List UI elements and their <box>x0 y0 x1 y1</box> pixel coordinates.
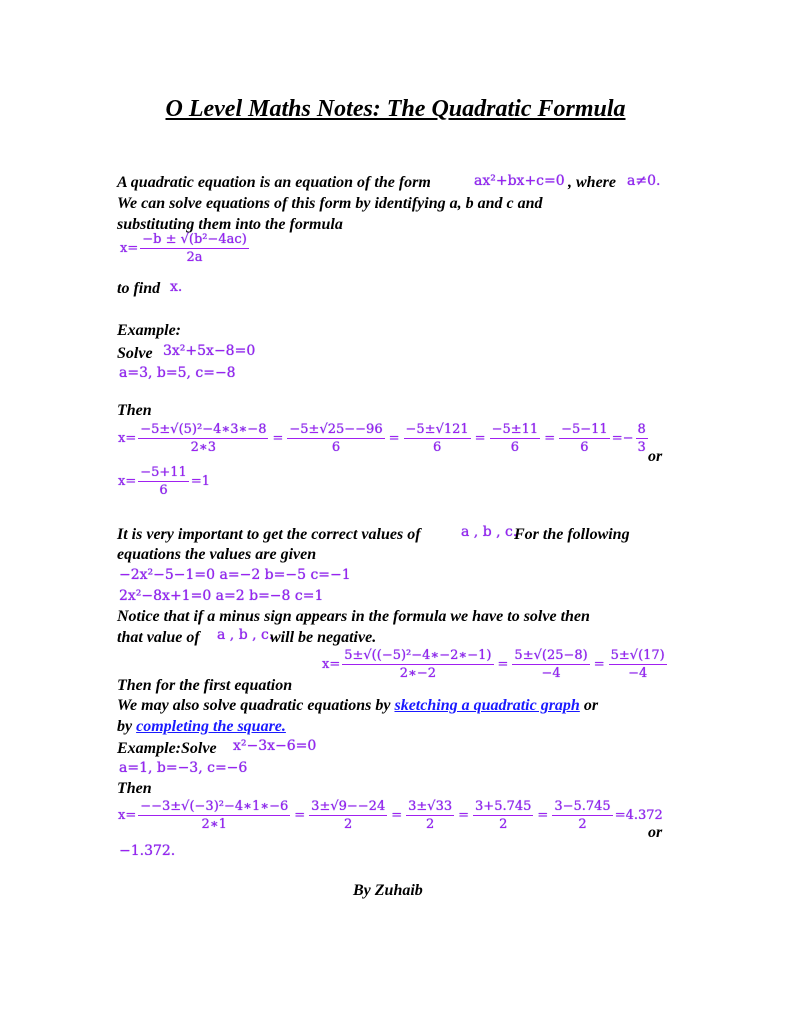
example-2-coefficients: a=1, b=−3, c=−6 <box>119 760 248 776</box>
completing-square-link[interactable]: completing the square. <box>136 718 286 735</box>
first-equation-label: Then for the first equation <box>117 677 293 694</box>
step-6-denominator: 3 <box>637 440 646 455</box>
step-4-numerator: −5±11 <box>491 422 539 437</box>
ex2-step-2-numerator: 3±√9−−24 <box>311 799 386 814</box>
example-1-coefficients: a=3, b=5, c=−8 <box>119 365 236 381</box>
notice-line-2a: that value of <box>117 629 200 646</box>
second-root-lhs: x= <box>118 474 137 489</box>
also-by-text: by <box>117 718 133 735</box>
example-2-heading: Example:Solve <box>117 740 217 757</box>
step-3-denominator: 6 <box>432 440 442 455</box>
to-find-text: to find <box>117 280 161 297</box>
example-2-equation: x²−3x−6=0 <box>233 738 317 754</box>
first-eq-step-3-denominator: −4 <box>628 666 648 681</box>
step-2-numerator: −5±√25−−96 <box>289 422 383 437</box>
first-eq-lhs: x= <box>322 657 341 672</box>
example-2-second-root: −1.372. <box>119 843 176 859</box>
step-4-denominator: 6 <box>510 440 520 455</box>
ex2-step-3-denominator: 2 <box>425 817 435 832</box>
example-1-then: Then <box>117 402 152 419</box>
notice-abc-symbols: a , b , c. <box>217 627 274 643</box>
example-1-lhs: x= <box>118 431 137 446</box>
second-root-denominator: 6 <box>159 483 168 498</box>
step-5-numerator: −5−11 <box>561 422 608 437</box>
formula-denominator: 2a <box>186 250 203 265</box>
values-line-1-end: For the following <box>514 526 630 543</box>
ex2-step-1-numerator: −−3±√(−3)²−4∗1∗−6 <box>140 799 289 814</box>
formula-lhs: x= <box>120 241 139 256</box>
example-1-second-root <box>118 465 210 498</box>
ex2-step-5-numerator: 3−5.745 <box>554 799 611 814</box>
example-1-equation: 3x²+5x−8=0 <box>163 343 256 359</box>
also-line-1-text: We may also solve quadratic equations by <box>117 697 391 714</box>
abc-symbols: a , b , c. <box>461 524 518 540</box>
intro-line-2: We can solve equations of this form by identifying a, b and c and <box>117 195 543 212</box>
step-1-denominator: 2∗3 <box>190 440 217 455</box>
step-3-numerator: −5±√121 <box>405 422 469 437</box>
ex2-step-4-numerator: 3+5.745 <box>475 799 532 814</box>
a-not-zero-condition: a≠0. <box>627 173 661 189</box>
to-find-variable: x. <box>170 279 183 295</box>
first-equation-solution: x= $\frac{\text{5±√((−5)²−4∗−2∗−1)}}{2∗-2}$ = $\frac{5\pm√(25-8)}{-4}$ = $\frac{5\pm√(17)}{-4}$ <box>322 648 665 681</box>
general-form-equation: ax²+bx+c=0 <box>474 173 565 189</box>
also-line-2 <box>117 718 286 736</box>
values-equation-2: 2x²−8x+1=0 a=2 b=−8 c=1 <box>119 588 324 604</box>
first-eq-step-3-numerator: 5±√(17) <box>610 648 665 663</box>
example-1-solution-chain: x= $\frac{\text{−5±√(5)²−4∗3∗−8}}{2∗3}$ = $\frac{-5\pm√25--96}{6}$ = $\frac{-5\pm√121}{6}$ = $\frac{-5\pm 11}{6}$ = $\frac{-5-11}{6}$ =− $\frac{8}{3}$ <box>118 422 646 455</box>
intro-line-3: substituting them into the formula <box>117 216 343 233</box>
ex2-step-1-denominator: 2∗1 <box>201 817 227 832</box>
step-6-prefix: =− <box>611 431 634 446</box>
example-2-solution-chain: x= $\frac{\text{−−3±√(−3)²−4∗1∗−6}}{2∗1}$ = $\frac{3\pm√9--24}{2}$ = $\frac{3\pm√33}{2}$ = $\frac{3+5.745}{2}$ = $\frac{3-5.745}{2}$ =4.372 <box>118 799 663 832</box>
also-or-text: or <box>583 697 599 714</box>
first-eq-step-2-numerator: 5±√(25−8) <box>514 648 588 663</box>
ex2-step-3-numerator: 3±√33 <box>408 799 453 814</box>
formula-numerator: −b ± √(b²−4ac) <box>142 232 247 247</box>
step-5-denominator: 6 <box>580 440 589 455</box>
second-root-numerator: −5+11 <box>140 465 187 480</box>
page-title: O Level Maths Notes: The Quadratic Formula <box>165 96 626 122</box>
ex2-step-2-denominator: 2 <box>344 817 353 832</box>
step-6-numerator: 8 <box>637 422 646 437</box>
values-line-1: It is very important to get the correct values of <box>117 526 421 543</box>
intro-text-1: A quadratic equation is an equation of the form <box>117 174 431 191</box>
also-line-1 <box>117 697 598 715</box>
step-2-denominator: 6 <box>331 440 341 455</box>
example-2-then: Then <box>117 780 152 797</box>
author-byline: By Zuhaib <box>353 882 423 899</box>
notice-line-2b: will be negative. <box>270 629 377 646</box>
first-eq-step-1-denominator: 2∗−2 <box>399 666 437 681</box>
example-1-solve: Solve <box>117 345 153 362</box>
intro-line-1 <box>117 174 431 192</box>
sketching-graph-link[interactable]: sketching a quadratic graph <box>394 697 580 714</box>
second-root-result: =1 <box>190 474 211 489</box>
ex2-step-5-denominator: 2 <box>578 817 587 832</box>
step-1-numerator: −5±√(5)²−4∗3∗−8 <box>140 422 267 437</box>
example-2-or: or <box>648 824 663 841</box>
ex2-result: =4.372 <box>614 808 663 823</box>
example-1-or: or <box>648 448 663 465</box>
quadratic-formula <box>120 232 251 265</box>
values-line-2: equations the values are given <box>117 546 317 563</box>
first-eq-step-2-denominator: −4 <box>541 666 561 681</box>
example-2-lhs: x= <box>118 808 137 823</box>
first-eq-step-1-numerator: 5±√((−5)²−4∗−2∗−1) <box>344 648 492 663</box>
where-text: , where <box>568 174 616 191</box>
ex2-step-4-denominator: 2 <box>499 817 508 832</box>
notice-line-1: Notice that if a minus sign appears in the formula we have to solve then <box>117 608 590 625</box>
values-equation-1: −2x²−5−1=0 a=−2 b=−5 c=−1 <box>119 567 351 583</box>
example-1-heading: Example: <box>117 322 181 339</box>
